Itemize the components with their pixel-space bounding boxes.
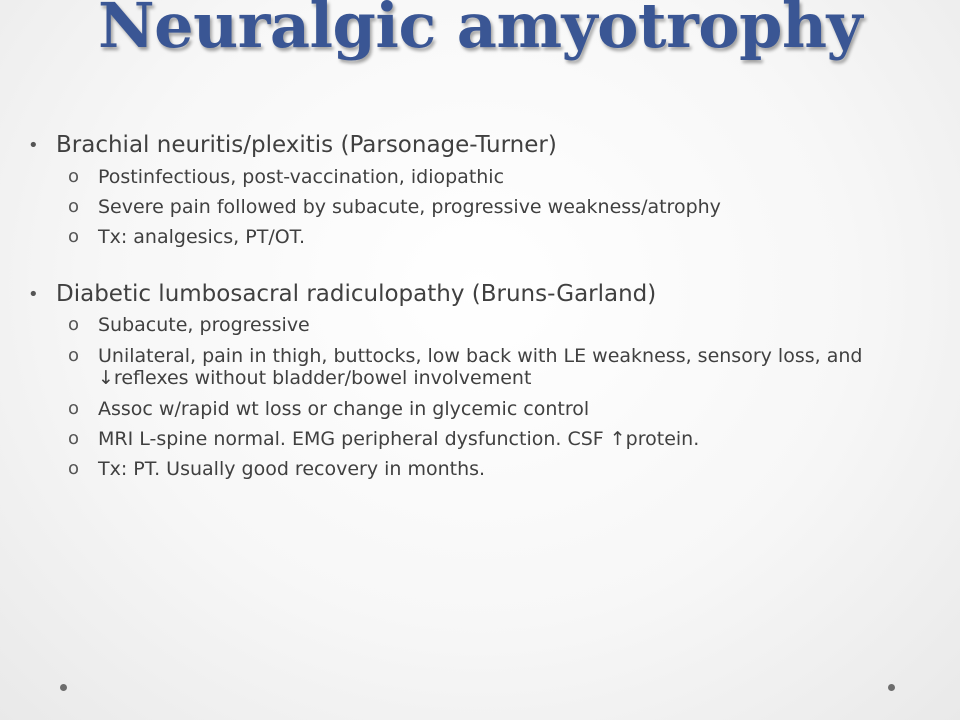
subitem-marker: o [68, 397, 80, 419]
subitem-marker: o [68, 165, 80, 187]
subitem [28, 314, 928, 336]
subitem [28, 398, 928, 420]
subitem [28, 226, 928, 248]
bullet-marker: • [28, 283, 39, 305]
subitem-text: Assoc w/rapid wt loss or change in glycemic control [98, 397, 590, 420]
subitem-marker: o [68, 428, 80, 450]
bullet-marker: • [28, 135, 39, 156]
subitem-text: Tx: PT. Usually good recovery in months. [98, 458, 486, 481]
subitem-text: Postinfectious, post-vaccination, idiopathic [98, 165, 505, 188]
bullet-diabetic-radiculopathy [28, 281, 928, 309]
subitem-text: Unilateral, pain in thigh, buttocks, low back with LE weakness, sensory loss, and ↓reflexes without bladder/bowel involvement [98, 344, 863, 390]
subitem-text: Subacute, progressive [98, 314, 310, 337]
bullet-text: Brachial neuritis/plexitis (Parsonage-Turner) [56, 132, 557, 158]
subitem [28, 196, 928, 218]
subitem-marker: o [68, 344, 80, 366]
subitem [28, 345, 928, 390]
bullet-text: Diabetic lumbosacral radiculopathy (Bruns-Garland) [56, 280, 657, 307]
subitem-text: MRI L-spine normal. EMG peripheral dysfunction. CSF ↑protein. [98, 428, 700, 451]
subitem-text: Tx: analgesics, PT/OT. [98, 226, 306, 249]
subitem-text: Severe pain followed by subacute, progressive weakness/atrophy [98, 196, 721, 218]
subitem [28, 428, 928, 450]
bullet-brachial-neuritis [28, 132, 928, 160]
section-spacer [28, 257, 928, 281]
subitem [28, 458, 928, 480]
subitem-marker: o [68, 314, 80, 336]
subitem-marker: o [68, 196, 80, 217]
decorative-dot-right [888, 684, 895, 691]
subitem-marker: o [68, 458, 80, 480]
decorative-dot-left [60, 684, 67, 691]
subitem [28, 166, 928, 188]
slide-title: Neuralgic amyotrophy [97, 0, 863, 62]
slide-content [28, 132, 928, 489]
subitem-marker: o [68, 226, 80, 248]
